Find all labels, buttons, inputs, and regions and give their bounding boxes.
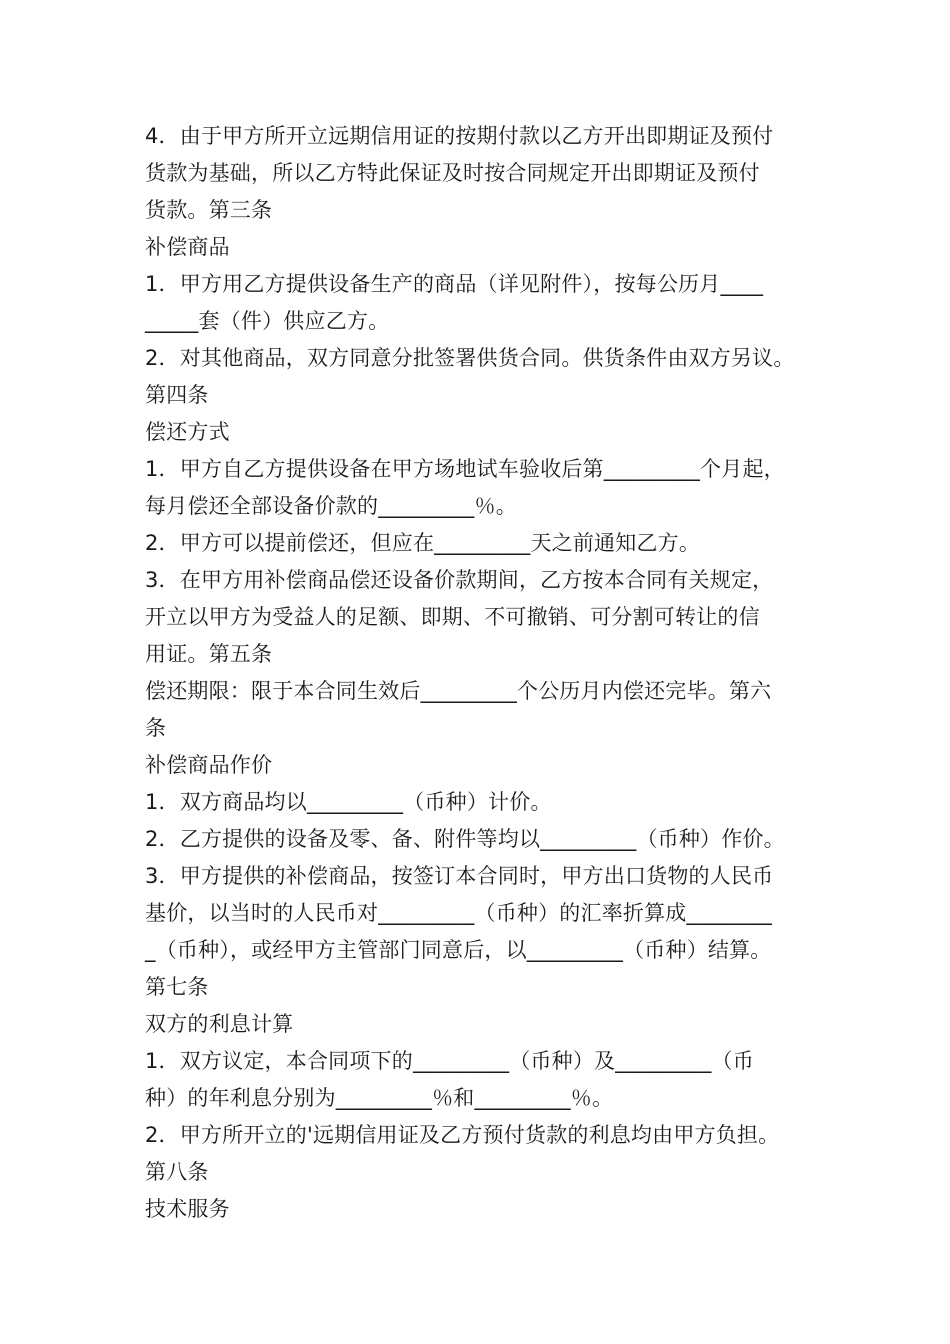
- text-line: 2．甲方所开立的'远期信用证及乙方预付货款的利息均由甲方负担。: [145, 1123, 780, 1147]
- text-line: 1．双方商品均以_________（币种）计价。: [145, 790, 552, 814]
- text-line: 开立以甲方为受益人的足额、即期、不可撤销、可分割可转让的信: [145, 605, 760, 629]
- article-number: 第八条: [145, 1160, 209, 1184]
- text-line: 偿还期限：限于本合同生效后_________个公历月内偿还完毕。第六: [145, 679, 772, 703]
- text-line: 2．甲方可以提前偿还，但应在_________天之前通知乙方。: [145, 531, 701, 555]
- text-line: 条: [145, 716, 167, 740]
- text-line: 2．对其他商品，双方同意分批签署供货合同。供货条件由双方另议。: [145, 346, 795, 370]
- text-line: 货款为基础，所以乙方特此保证及时按合同规定开出即期证及预付: [145, 161, 760, 185]
- section-heading: 技术服务: [145, 1197, 230, 1221]
- text-line: _（币种），或经甲方主管部门同意后，以_________（币种）结算。: [145, 938, 772, 962]
- section-heading: 双方的利息计算: [145, 1012, 294, 1036]
- text-line: 3．甲方提供的补偿商品，按签订本合同时，甲方出口货物的人民币: [145, 864, 774, 888]
- section-heading: 偿还方式: [145, 420, 230, 444]
- document-body: [145, 118, 825, 1228]
- text-line: 货款。第三条: [145, 198, 273, 222]
- text-line: 2．乙方提供的设备及零、备、附件等均以_________（币种）作价。: [145, 827, 785, 851]
- section-heading: 补偿商品作价: [145, 753, 273, 777]
- text-line: 3．在甲方用补偿商品偿还设备价款期间，乙方按本合同有关规定，: [145, 568, 774, 592]
- article-number: 第七条: [145, 975, 209, 999]
- text-line: 基价，以当时的人民币对_________（币种）的汇率折算成________: [145, 901, 773, 925]
- text-line: 每月偿还全部设备价款的_________％。: [145, 494, 517, 518]
- text-line: 种）的年利息分别为_________％和_________％。: [145, 1086, 614, 1110]
- text-line: 1．双方议定，本合同项下的_________（币种）及_________（币: [145, 1049, 754, 1073]
- text-line: 4．由于甲方所开立远期信用证的按期付款以乙方开出即期证及预付: [145, 124, 774, 148]
- text-line: _____套（件）供应乙方。: [145, 309, 390, 333]
- text-line: 用证。第五条: [145, 642, 273, 666]
- text-line: 1．甲方自乙方提供设备在甲方场地试车验收后第_________个月起，: [145, 457, 785, 481]
- section-heading: 补偿商品: [145, 235, 230, 259]
- text-line: 1．甲方用乙方提供设备生产的商品（详见附件），按每公历月____: [145, 272, 764, 296]
- article-number: 第四条: [145, 383, 209, 407]
